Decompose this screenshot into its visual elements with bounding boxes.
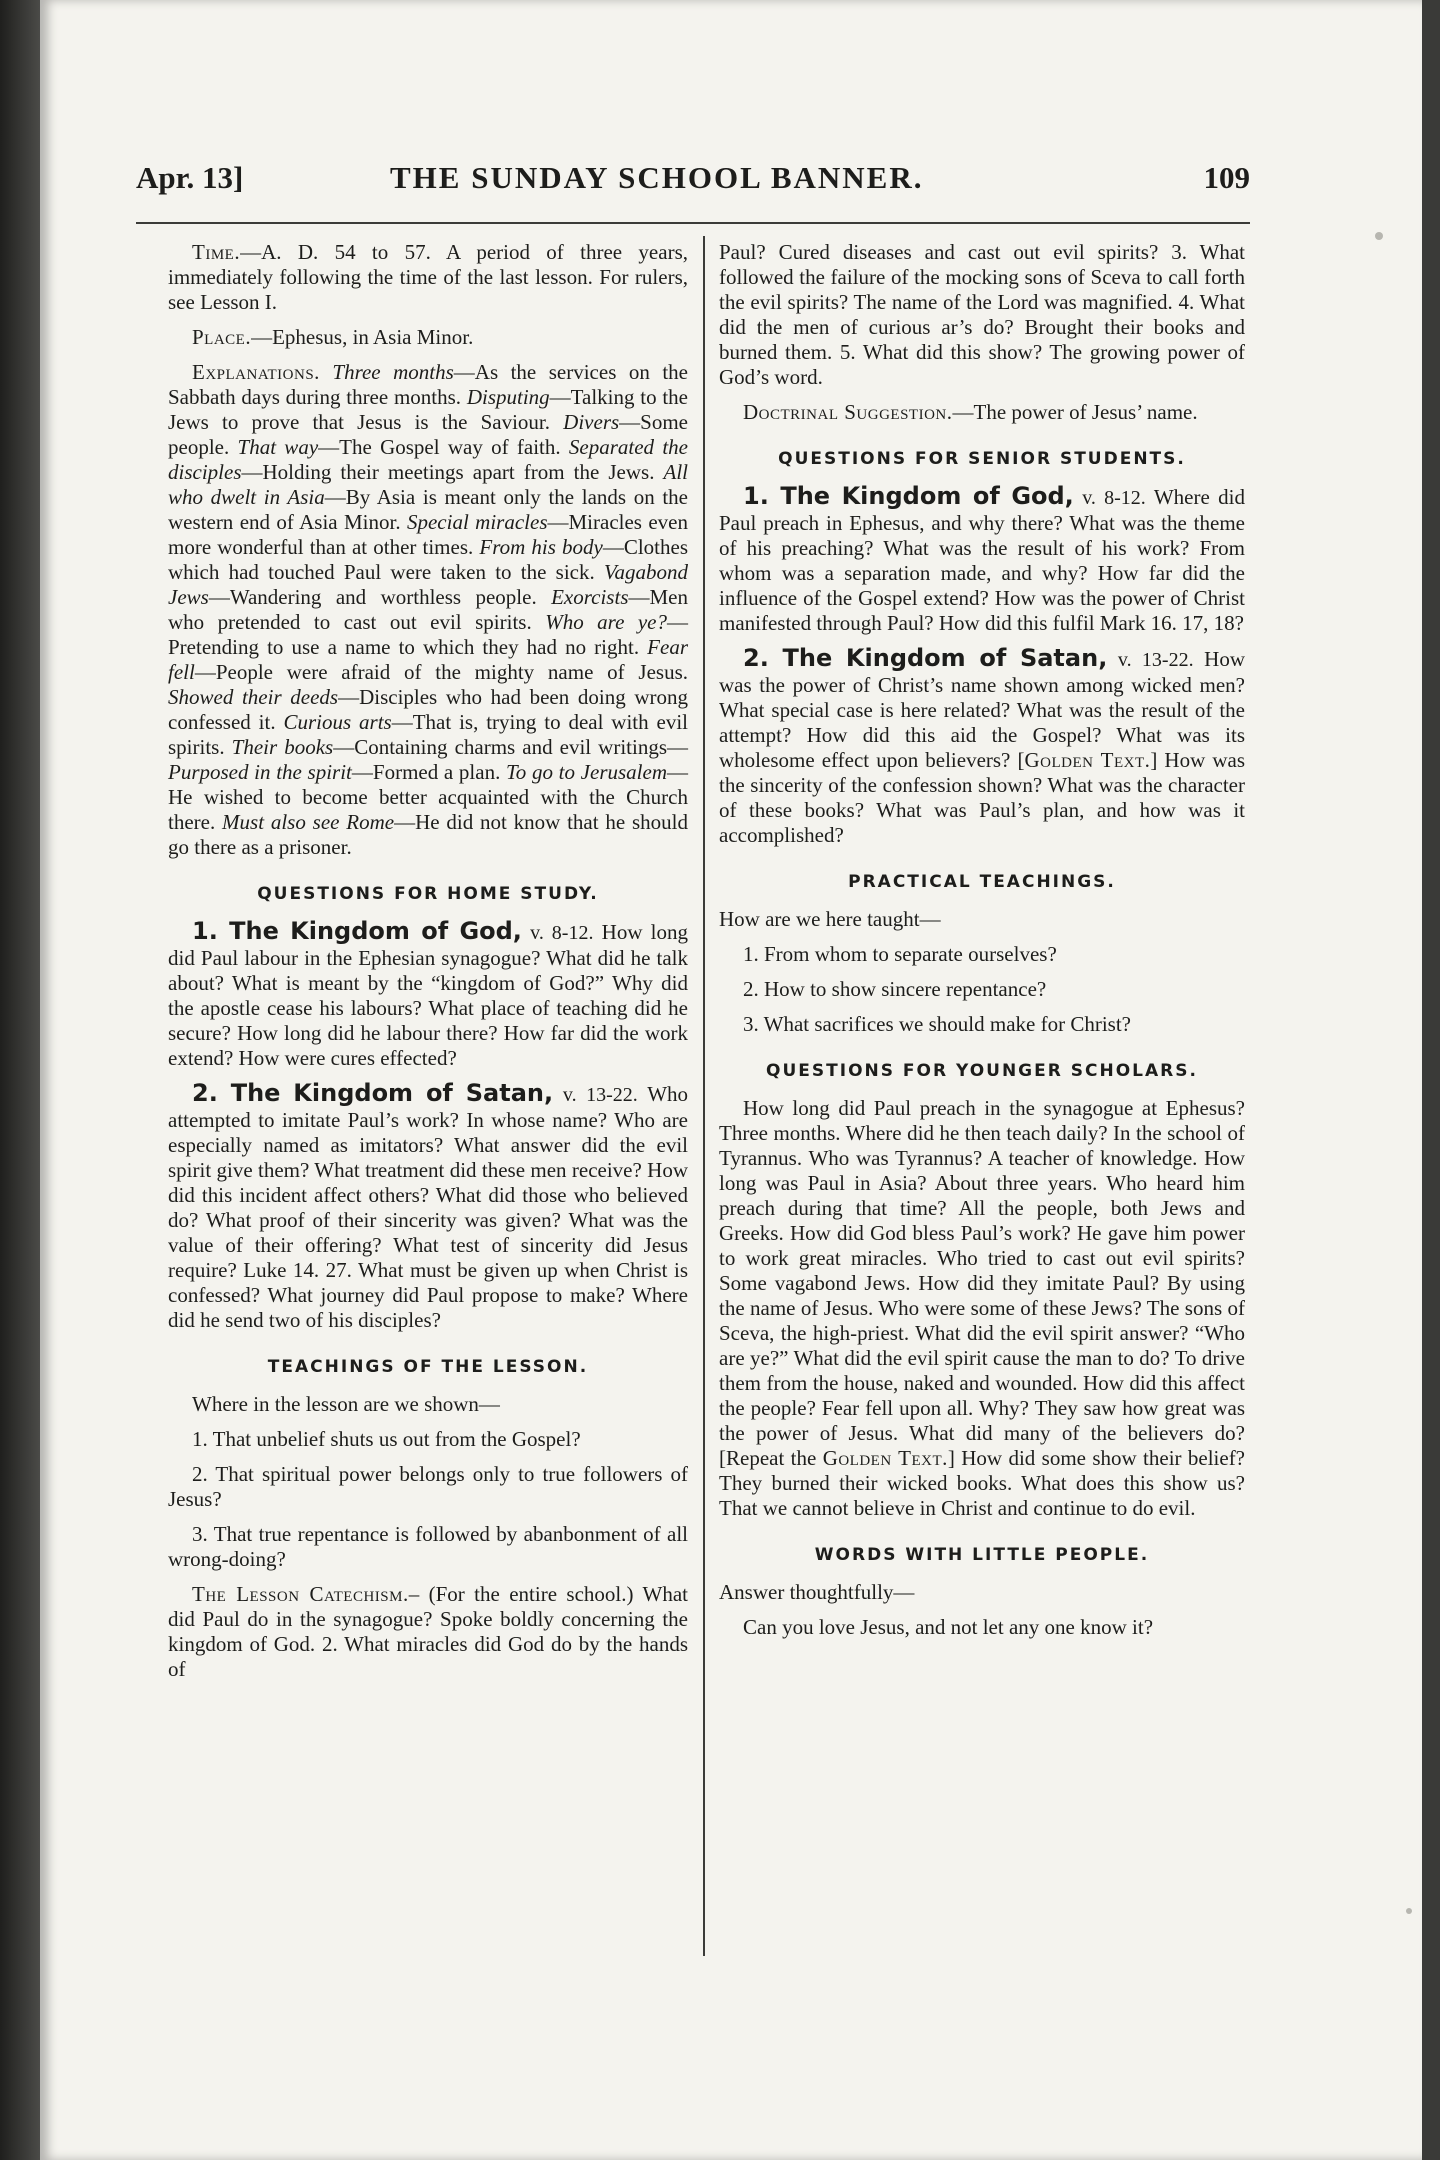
teaching-item: 2. That spiritual power belongs only to true followers of Jesus? [168,1462,688,1511]
senior-q1-title: 1. The Kingdom of God, [743,482,1074,510]
little-people-intro: Answer thoughtfully— [719,1580,915,1604]
explanation-definition: —Clothes which had touched Paul were taken to the sick. [168,535,688,584]
little-people-text: Can you love Jesus, and not let any one know it? [743,1615,1154,1639]
home-study-q2-text: Who attempted to imitate Paul’s work? In whose name? Who are especially named as imitators? What answer did the evil spirit give them? What treatment did these men receive? How did this incident affect others? What did those who believed do? What proof of their sincerity was given? What was the value of their offering? What test of sincerity did Jesus require? Luke 14. 27. What must be given up when Christ is confessed? What journey did Paul propose to make? Where did he send two of his disciples? [168,1082,689,1332]
explanation-term: Three months [332,360,454,384]
senior-q1-verse: v. 8-12. [1082,487,1146,509]
explanation-term: Showed their deeds [168,685,339,709]
senior-q1-text: Where did Paul preach in Ephesus, and why there? What was the theme of his preaching? What was the result of his work? From whom was a separation made, and why? How far did the influence of the Gospel extend? How was the power of Christ manifested through Paul? How did this fulfil Mark 16. 17, 18? [719,485,1246,635]
explanations-paragraph [168,360,688,860]
explanation-definition: —Containing charms and evil writings— [333,735,688,759]
explanation-term: Fear fell [168,635,688,684]
explanation-term: Disputing [466,385,550,409]
explanation-term: Must also see Rome [222,810,395,834]
practical-item: 3. What sacrifices we should make for Christ? [743,1012,1131,1036]
teachings-intro: Where in the lesson are we shown— [192,1392,500,1416]
explanation-term: Divers [563,410,620,434]
home-study-q2 [168,1081,688,1333]
senior-q2-text-cont: ] How was the sincerity of the confession shown? What was the character of these books? What was Paul’s plan, and how was it accomplished? [719,748,1245,847]
explanation-term: To go to Jerusalem [506,760,667,784]
issue-date: Apr. 13] [136,160,244,195]
senior-heading: QUESTIONS FOR SENIOR STUDENTS. [778,449,1186,469]
place-label: Place. [192,325,252,349]
explanation-definition: —He wished to become better acquainted with the Church there. [168,760,688,834]
explanation-definition: —Disciples who had been doing wrong confessed it. [168,685,689,734]
explanation-definition: —Talking to the Jews to prove that Jesus is the Saviour. [168,385,689,434]
explanation-definition: —Wandering and worthless people. [208,585,537,609]
explanation-definition: —As the services on the Sabbath days during three months. [168,360,688,409]
younger-text: How long did Paul preach in the synagogue at Ephesus? Three months. Where did he then teach daily? In the school of Tyrannus. Who was Tyrannus? A teacher of knowledge. How long was Paul in Asia? About three years. Who heard him preach during that time? All the people, both Jews and Greeks. How did God bless Paul’s work? He gave him power to work great miracles. Who tried to cast out evil spirits? Some vagabond Jews. How did they imitate Paul? By using the name of Jesus. Who were some of these Jews? The sons of Sceva, the high-priest. What did the evil spirit answer? “Who are ye?” What did the evil spirit cause the man to do? To drive them from the house, naked and wounded. How did this affect the people? Fear fell upon all. Why? They saw how great was the power of Jesus. What did many of the believers do? [Repeat the [719,1096,1245,1470]
explanation-term: Special miracles [406,510,548,534]
periodical-title: THE SUNDAY SCHOOL BANNER. [390,160,924,195]
place-paragraph [168,325,688,350]
explanation-term: Separated the disciples [168,435,688,484]
time-label: Time. [192,240,241,264]
practical-intro: How are we here taught— [719,907,941,931]
senior-q2 [719,646,1245,848]
explanation-definition: —People were afraid of the mighty name of Jesus. [194,660,688,684]
home-study-q1-verse: v. 8-12. [530,922,594,944]
explanation-definition: —Pretending to use a name to which they had no right. [168,610,689,659]
explanation-definition: —He did not know that he should go there as a prisoner. [168,810,689,859]
catechism-text: – (For the entire school.) What did Paul do in the synagogue? Spoke boldly concerning the kingdom of God. 2. What miracles did God do by the hands of [168,1582,688,1681]
senior-q2-verse: v. 13-22. [1117,649,1194,671]
catechism-label: The Lesson Catechism. [192,1582,409,1606]
senior-q2-title: 2. The Kingdom of Satan, [743,644,1108,672]
page-blemish [1406,1908,1412,1914]
home-study-q1 [168,919,688,1071]
younger-text-cont: ] How did some show their belief? They burned their wicked books. What does this show us? That we cannot believe in Christ and continue to do evil. [719,1446,1246,1520]
explanation-term: Who are ye? [545,610,668,634]
explanation-term: Exorcists [551,585,629,609]
binding-shadow [0,0,40,2160]
header-rule [136,222,1250,224]
golden-text-ref: Golden Text. [822,1446,948,1470]
page-number: 109 [1203,160,1250,195]
doctrinal-paragraph [719,400,1245,425]
home-study-q1-title: 1. The Kingdom of God, [192,917,522,945]
home-study-q1-text: How long did Paul labour in the Ephesian synagogue? What did he talk about? What is meant by the “kingdom of God?” Why did the apostle cease his labours? What place of teaching did he secure? How long did he labour there? How far did the work extend? How were cures effected? [168,920,689,1070]
little-people-heading: WORDS WITH LITTLE PEOPLE. [814,1545,1150,1565]
home-study-q2-verse: v. 13-22. [562,1084,638,1106]
explanation-term: Vagabond Jews [168,560,689,609]
explanation-definition: —Formed a plan. [351,760,501,784]
explanation-definition: —The Gospel way of faith. [318,435,561,459]
senior-q1 [719,484,1245,636]
explanation-term: From his body [479,535,603,559]
explanation-definition: —Holding their meetings apart from the Jews. [241,460,655,484]
golden-text-ref: Golden Text. [1024,748,1151,772]
page-blemish [1375,232,1383,240]
explanation-term: All who dwelt in Asia [168,460,688,509]
right-column [719,240,1245,1650]
teachings-heading: TEACHINGS OF THE LESSON. [267,1357,589,1377]
younger-paragraph [719,1096,1245,1521]
time-text: —A. D. 54 to 57. A period of three years, immediately following the time of the last lesson. For rulers, see Lesson I. [168,240,688,314]
home-study-q2-title: 2. The Kingdom of Satan, [192,1079,554,1107]
catechism-continued: Paul? Cured diseases and cast out evil spirits? 3. What followed the failure of the mocking sons of Sceva to call forth the evil spirits? The name of the Lord was magnified. 4. What did the men of curious ar’s do? Brought their books and burned them. 5. What did this show? The growing power of God’s word. [719,240,1245,389]
explanation-term: Curious arts [283,710,392,734]
younger-heading: QUESTIONS FOR YOUNGER SCHOLARS. [766,1061,1198,1081]
left-column [168,240,688,1692]
explanation-term: That way [237,435,319,459]
practical-item: 1. From whom to separate ourselves? [743,942,1057,966]
explanation-definition: —Miracles even more wonderful than at other times. [168,510,688,559]
practical-item: 2. How to show sincere repentance? [743,977,1047,1001]
senior-q2-text: How was the power of Christ’s name shown among wicked men? What special case is here related? What was the result of the attempt? How did this aid the Gospel? What was its wholesome effect upon believers? [ [719,647,1245,772]
home-study-heading: QUESTIONS FOR HOME STUDY. [257,884,599,904]
explanation-definition: —Some people. [168,410,689,459]
place-text: —Ephesus, in Asia Minor. [251,325,474,349]
catechism-paragraph [168,1582,688,1682]
column-divider [703,236,705,1956]
doctrinal-text: —The power of Jesus’ name. [952,400,1198,424]
explanation-definition: —By Asia is meant only the lands on the western end of Asia Minor. [168,485,689,534]
explanation-definition: —Men who pretended to cast out evil spirits. [168,585,688,634]
explanation-term: Their books [231,735,334,759]
explanations-label: Explanations. [192,360,320,384]
running-head [136,160,1250,210]
explanation-definition: —That is, trying to deal with evil spirits. [168,710,688,759]
teaching-item: 1. That unbelief shuts us out from the Gospel? [192,1427,581,1451]
time-paragraph [168,240,688,315]
explanation-term: Purposed in the spirit [168,760,352,784]
teaching-item: 3. That true repentance is followed by abanbonment of all wrong-doing? [168,1522,688,1571]
doctrinal-label: Doctrinal Suggestion. [743,400,953,424]
practical-heading: PRACTICAL TEACHINGS. [848,872,1116,892]
